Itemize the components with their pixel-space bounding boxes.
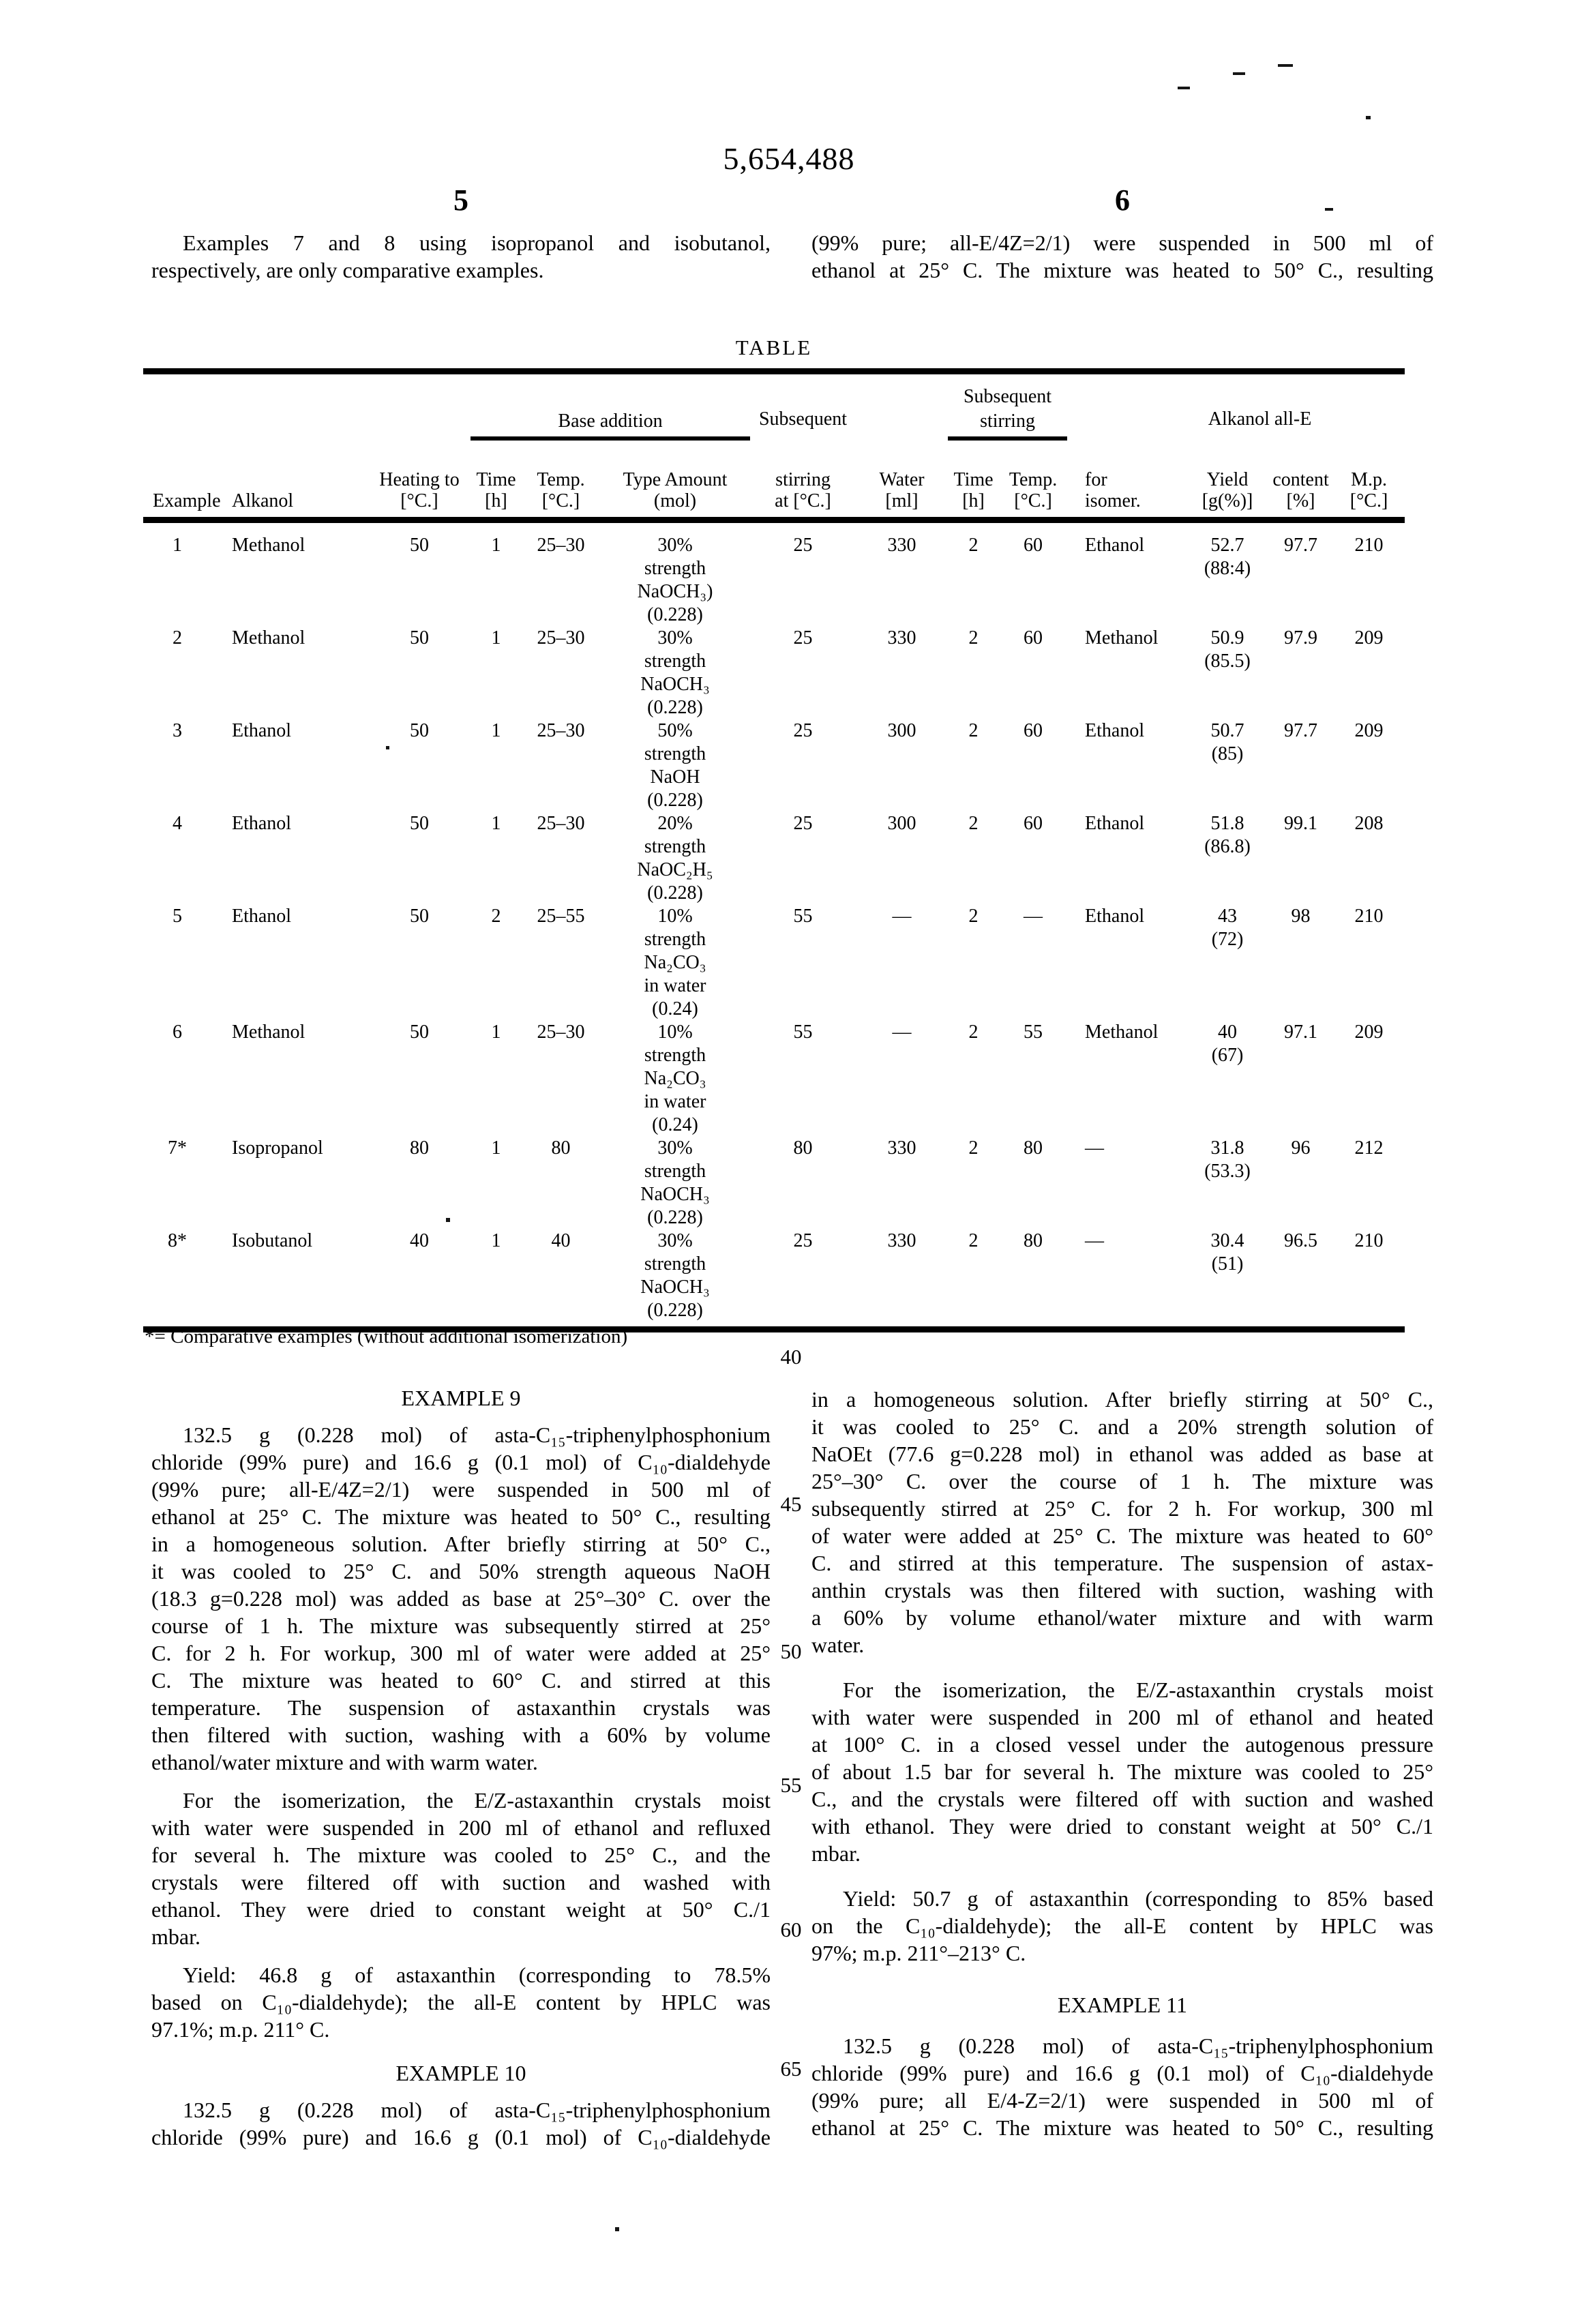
group-subsequent-stirring bbox=[948, 372, 1067, 439]
table-cell: 50 bbox=[410, 627, 429, 649]
table-cell: 1 bbox=[491, 1230, 501, 1251]
group-spacer bbox=[856, 372, 948, 439]
table-cell: 25–30 bbox=[537, 627, 585, 649]
table-cell: 209 bbox=[1354, 720, 1384, 741]
table-cell: 1 bbox=[491, 1137, 501, 1159]
table-cell: 50 bbox=[410, 906, 429, 927]
text-line: Examples 7 and 8 using isopropanol and isobutanol, bbox=[183, 230, 771, 255]
table-row bbox=[143, 1230, 1405, 1330]
text-line: ethanol at 25° C. The mixture was heated to 50° C., resulting bbox=[811, 258, 1433, 282]
table-cell: 330 bbox=[887, 1230, 916, 1251]
table-cell: Ethanol bbox=[1085, 535, 1145, 556]
group-base-addition: Base addition bbox=[471, 372, 750, 439]
example-11-paragraph bbox=[811, 2032, 1433, 2141]
table-cell: — bbox=[1024, 906, 1043, 927]
example-10-isomerization-paragraph bbox=[811, 1676, 1433, 1867]
text-line: chloride (99% pure) and 16.6 g (0.1 mol) of C₁₀-dialdehyde bbox=[811, 2061, 1433, 2085]
table-cell: 98 bbox=[1291, 906, 1311, 927]
table-cell: Methanol bbox=[232, 627, 305, 649]
table-cell: 209 bbox=[1354, 627, 1384, 649]
text-line: (18.3 g=0.228 mol) was added as base at 25°–30° C. over the bbox=[151, 1586, 771, 1611]
table-row bbox=[143, 627, 1405, 719]
table-cell: 10% strength Na₂CO₃ in water (0.24) bbox=[644, 906, 706, 1019]
scan-artifact bbox=[615, 2227, 619, 2231]
table-cell: — bbox=[1085, 1230, 1105, 1251]
column-header-cell: Type Amount (mol) bbox=[600, 438, 750, 520]
text-line: C., and the crystals were filtered off with suction and washed bbox=[811, 1787, 1433, 1811]
table-body bbox=[143, 520, 1405, 1330]
table-cell: 51.8 (86.8) bbox=[1204, 813, 1251, 857]
text-line: C. The mixture was heated to 60° C. and stirred at this bbox=[151, 1668, 771, 1693]
column-header-cell: Example bbox=[143, 438, 211, 520]
table-cell: 1 bbox=[491, 720, 501, 741]
text-line: water. bbox=[811, 1633, 865, 1657]
table-cell: Ethanol bbox=[232, 813, 292, 834]
table-cell: 50 bbox=[410, 813, 429, 834]
table-footnote: *= Comparative examples (without additional isomerization) bbox=[145, 1326, 628, 1347]
table-cell: 25–30 bbox=[537, 1022, 585, 1043]
table-cell: 330 bbox=[887, 1137, 916, 1159]
table-cell: 50 bbox=[410, 720, 429, 741]
table-cell: 1 bbox=[491, 535, 501, 556]
table-cell: 97.7 bbox=[1284, 535, 1318, 556]
table-group-header-row bbox=[143, 372, 1405, 439]
table-cell: Ethanol bbox=[1085, 906, 1145, 927]
text-line: in a homogeneous solution. After briefly stirring at 50° C., bbox=[151, 1532, 771, 1556]
table-cell: 7* bbox=[168, 1137, 187, 1159]
column-header-cell: Water [ml] bbox=[856, 438, 948, 520]
column-header-cell: stirring at [°C.] bbox=[750, 438, 856, 520]
text-line: chloride (99% pure) and 16.6 g (0.1 mol) of C₁₀-dialdehyde bbox=[151, 2125, 771, 2149]
text-line: ethanol at 25° C. The mixture was heated to 50° C., resulting bbox=[151, 1504, 771, 1529]
table-cell: 50.7 (85) bbox=[1210, 720, 1244, 764]
text-line: with water were suspended in 200 ml of ethanol and refluxed bbox=[151, 1815, 771, 1840]
table-cell: 60 bbox=[1024, 720, 1043, 741]
text-line: with ethanol. They were dried to constant weight at 50° C./1 bbox=[811, 1814, 1433, 1838]
table-cell: Methanol bbox=[232, 1022, 305, 1043]
table-cell: 99.1 bbox=[1284, 813, 1318, 834]
column-header-cell: Yield [g(%)] bbox=[1186, 438, 1268, 520]
column-header-cell: for isomer. bbox=[1067, 438, 1186, 520]
table-cell: 50 bbox=[410, 535, 429, 556]
table-cell: 330 bbox=[887, 535, 916, 556]
table-cell: 40 bbox=[410, 1230, 429, 1251]
table-cell: 80 bbox=[410, 1137, 429, 1159]
table-row bbox=[143, 812, 1405, 905]
text-line: crystals were filtered off with suction and washed with bbox=[151, 1870, 771, 1894]
table-title: TABLE bbox=[735, 336, 813, 359]
table-cell: Methanol bbox=[232, 535, 305, 556]
table-cell: 5 bbox=[173, 906, 182, 927]
table-cell: 8* bbox=[168, 1230, 187, 1251]
table-cell: 80 bbox=[1024, 1137, 1043, 1159]
table-cell: 25–30 bbox=[537, 720, 585, 741]
table-cell: 43 (72) bbox=[1211, 906, 1244, 950]
table-cell: Ethanol bbox=[232, 906, 292, 927]
table-row bbox=[143, 719, 1405, 812]
text-line: for several h. The mixture was cooled to 25° C., and the bbox=[151, 1843, 771, 1867]
text-line: 97%; m.p. 211°–213° C. bbox=[811, 1941, 1026, 1965]
table-cell: 30% strength NaOCH₃ (0.228) bbox=[640, 627, 710, 718]
table-cell: 210 bbox=[1354, 906, 1384, 927]
table-cell: 25 bbox=[793, 535, 813, 556]
table-cell: 2 bbox=[173, 627, 182, 649]
text-line: mbar. bbox=[151, 1924, 200, 1949]
margin-line-number-60: 60 bbox=[780, 1918, 802, 1941]
table-cell: 55 bbox=[793, 1022, 813, 1043]
table-cell: Isobutanol bbox=[232, 1230, 313, 1251]
column-header-cell: Time [h] bbox=[948, 438, 999, 520]
example-9-heading: EXAMPLE 9 bbox=[401, 1386, 521, 1410]
table-cell: Methanol bbox=[1085, 627, 1159, 649]
table-cell: 40 bbox=[551, 1230, 571, 1251]
scan-artifact bbox=[1366, 116, 1371, 119]
table-cell: 50.9 (85.5) bbox=[1204, 627, 1251, 672]
intro-paragraph-left bbox=[151, 229, 771, 284]
table-cell: 30.4 (51) bbox=[1210, 1230, 1244, 1275]
table-cell: 25–30 bbox=[537, 813, 585, 834]
table-cell: 1 bbox=[173, 535, 182, 556]
margin-line-number-55: 55 bbox=[780, 1773, 802, 1797]
margin-line-number-50: 50 bbox=[780, 1639, 802, 1663]
table-cell: 2 bbox=[968, 535, 979, 556]
example-9-yield-paragraph bbox=[151, 1961, 771, 2043]
example-10-heading: EXAMPLE 10 bbox=[395, 2061, 526, 2085]
results-table bbox=[143, 368, 1405, 1332]
column-header-cell: Temp. [°C.] bbox=[522, 438, 600, 520]
text-line: C. for 2 h. For workup, 300 ml of water were added at 25° bbox=[151, 1641, 771, 1665]
right-column bbox=[811, 1386, 1433, 2141]
column-header-cell: content [%] bbox=[1268, 438, 1333, 520]
column-header-cell: Time [h] bbox=[471, 438, 522, 520]
table-cell: 1 bbox=[491, 627, 501, 649]
text-line: at 100° C. in a closed vessel under the autogenous pressure bbox=[811, 1732, 1433, 1757]
table-cell: 2 bbox=[968, 1022, 979, 1043]
table-cell: — bbox=[1085, 1137, 1105, 1159]
scan-artifact bbox=[1278, 64, 1293, 67]
table-cell: 210 bbox=[1354, 535, 1384, 556]
text-line: Yield: 50.7 g of astaxanthin (corresponding to 85% based bbox=[843, 1886, 1433, 1911]
table-cell: 60 bbox=[1024, 813, 1043, 834]
table-cell: 50% strength NaOH (0.228) bbox=[644, 720, 706, 811]
text-line: C. and stirred at this temperature. The suspension of astax- bbox=[811, 1551, 1433, 1575]
table-cell: 55 bbox=[1024, 1022, 1043, 1043]
table-cell: 96 bbox=[1291, 1137, 1311, 1159]
column-header-cell: M.p. [°C.] bbox=[1333, 438, 1405, 520]
table-cell: 20% strength NaOC₂H₅ (0.228) bbox=[637, 813, 713, 904]
table-cell: 208 bbox=[1354, 813, 1384, 834]
table-cell: 55 bbox=[793, 906, 813, 927]
table-cell: 1 bbox=[491, 813, 501, 834]
table-cell: 10% strength Na₂CO₃ in water (0.24) bbox=[644, 1022, 706, 1135]
table-cell: 212 bbox=[1354, 1137, 1384, 1159]
text-line: mbar. bbox=[811, 1841, 861, 1866]
text-line: based on C₁₀-dialdehyde); the all-E content by HPLC was bbox=[151, 1990, 771, 2014]
text-line: 132.5 g (0.228 mol) of asta-C₁₅-triphenylphosphonium bbox=[843, 2034, 1433, 2058]
table-row bbox=[143, 905, 1405, 1021]
scan-artifact bbox=[1178, 87, 1190, 89]
table-cell: 80 bbox=[551, 1137, 571, 1159]
table-cell: 80 bbox=[1024, 1230, 1043, 1251]
table-row bbox=[143, 520, 1405, 627]
table-cell: 2 bbox=[968, 813, 979, 834]
table-cell: 60 bbox=[1024, 535, 1043, 556]
table-cell: 96.5 bbox=[1284, 1230, 1318, 1251]
table-cell: 50 bbox=[410, 1022, 429, 1043]
table-cell: 300 bbox=[887, 813, 916, 834]
text-line: of about 1.5 bar for several h. The mixture was cooled to 25° bbox=[811, 1759, 1433, 1784]
page-column-number-left: 5 bbox=[453, 183, 468, 217]
example-10-yield-paragraph bbox=[811, 1885, 1433, 1967]
table-cell: — bbox=[892, 906, 912, 927]
table-cell: 25 bbox=[793, 813, 813, 834]
text-line: 132.5 g (0.228 mol) of asta-C₁₅-triphenylphosphonium bbox=[183, 1422, 771, 1447]
table-cell: 25–30 bbox=[537, 535, 585, 556]
column-header-cell: Alkanol bbox=[211, 438, 368, 520]
table-cell: 25 bbox=[793, 1230, 813, 1251]
table-cell: 330 bbox=[887, 627, 916, 649]
text-line: anthin crystals was then filtered with suction, washing with bbox=[811, 1578, 1433, 1603]
table-cell: 52.7 (88:4) bbox=[1204, 535, 1251, 579]
table-row bbox=[143, 1021, 1405, 1137]
table-cell: 2 bbox=[968, 1137, 979, 1159]
text-line: ethanol at 25° C. The mixture was heated to 50° C., resulting bbox=[811, 2115, 1433, 2140]
table-cell: 60 bbox=[1024, 627, 1043, 649]
text-line: (99% pure; all-E/4Z=2/1) were suspended in 500 ml of bbox=[811, 230, 1433, 255]
text-line: For the isomerization, the E/Z-astaxanthin crystals moist bbox=[183, 1788, 771, 1813]
table-cell: 25–55 bbox=[537, 906, 585, 927]
table-cell: 3 bbox=[173, 720, 182, 741]
table-cell: 1 bbox=[491, 1022, 501, 1043]
text-line: (99% pure; all E/4-Z=2/1) were suspended in 500 ml of bbox=[811, 2088, 1433, 2113]
text-line: NaOEt (77.6 g=0.228 mol) in ethanol was added as base at bbox=[811, 1442, 1433, 1466]
table-cell: 209 bbox=[1354, 1022, 1384, 1043]
example-9-paragraph-2 bbox=[151, 1787, 771, 1950]
text-line: with water were suspended in 200 ml of ethanol and heated bbox=[811, 1705, 1433, 1729]
text-line: ethanol. They were dried to constant weight at 50° C./1 bbox=[151, 1897, 771, 1922]
text-line: (99% pure; all-E/4Z=2/1) were suspended in 500 ml of bbox=[151, 1477, 771, 1502]
group-alkanol-all-e: Alkanol all-E bbox=[1208, 408, 1312, 430]
patent-number: 5,654,488 bbox=[723, 141, 855, 176]
table-cell: 31.8 (53.3) bbox=[1204, 1137, 1251, 1182]
text-line: of water were added at 25° C. The mixture was heated to 60° bbox=[811, 1523, 1433, 1548]
table-cell: 30% strength NaOCH₃ (0.228) bbox=[640, 1137, 710, 1228]
table-cell: — bbox=[892, 1022, 912, 1043]
example-10-paragraph bbox=[151, 2096, 771, 2151]
table-cell: Ethanol bbox=[232, 720, 292, 741]
table-cell: 2 bbox=[968, 720, 979, 741]
text-line: subsequently stirred at 25° C. for 2 h. For workup, 300 ml bbox=[811, 1496, 1433, 1521]
group-subsequent: Subsequent bbox=[758, 408, 848, 430]
table-cell: 300 bbox=[887, 720, 916, 741]
table-cell: 80 bbox=[793, 1137, 813, 1159]
intro-paragraph-right bbox=[811, 229, 1433, 284]
table-cell: 97.7 bbox=[1284, 720, 1318, 741]
table-cell: 210 bbox=[1354, 1230, 1384, 1251]
table-cell: 40 (67) bbox=[1211, 1022, 1244, 1066]
text-line: Subsequent bbox=[963, 386, 1052, 407]
text-line: ethanol/water mixture and with warm water. bbox=[151, 1750, 538, 1774]
table-cell: 25 bbox=[793, 627, 813, 649]
group-spacer bbox=[1333, 372, 1405, 439]
page-column-number-right: 6 bbox=[1115, 183, 1130, 217]
text-line: stirring bbox=[980, 411, 1035, 432]
left-column bbox=[151, 1384, 771, 2151]
table-cell: 2 bbox=[968, 906, 979, 927]
table-column-header-row bbox=[143, 438, 1405, 520]
margin-line-number-65: 65 bbox=[780, 2057, 802, 2081]
table-cell: 25 bbox=[793, 720, 813, 741]
example-11-heading: EXAMPLE 11 bbox=[1058, 1993, 1187, 2017]
scan-artifact bbox=[1325, 208, 1333, 211]
text-line: For the isomerization, the E/Z-astaxanthin crystals moist bbox=[843, 1678, 1433, 1702]
table-cell: 6 bbox=[173, 1022, 182, 1043]
text-line: Yield: 46.8 g of astaxanthin (corresponding to 78.5% bbox=[183, 1963, 771, 1987]
table-cell: 2 bbox=[968, 627, 979, 649]
text-line: it was cooled to 25° C. and a 20% strength solution of bbox=[811, 1414, 1433, 1439]
table-cell: 30% strength NaOCH₃) (0.228) bbox=[637, 535, 713, 625]
table-cell: 2 bbox=[491, 906, 501, 927]
column-header-cell: Temp. [°C.] bbox=[999, 438, 1067, 520]
table-cell: Isopropanol bbox=[232, 1137, 323, 1159]
table-cell: 2 bbox=[968, 1230, 979, 1251]
text-line: respectively, are only comparative examples. bbox=[151, 258, 544, 282]
table-row bbox=[143, 1137, 1405, 1230]
group-spacer bbox=[1067, 372, 1186, 439]
table-cell: 30% strength NaOCH₃ (0.228) bbox=[640, 1230, 710, 1321]
text-line: chloride (99% pure) and 16.6 g (0.1 mol) of C₁₀-dialdehyde bbox=[151, 1450, 771, 1474]
text-line: 25°–30° C. over the course of 1 h. The mixture was bbox=[811, 1469, 1433, 1493]
table-cell: Ethanol bbox=[1085, 813, 1145, 834]
example-10-continuation-paragraph bbox=[811, 1386, 1433, 1658]
scan-artifact bbox=[1233, 72, 1245, 75]
text-line: a 60% by volume ethanol/water mixture and with warm bbox=[811, 1605, 1433, 1630]
text-line: temperature. The suspension of astaxanthin crystals was bbox=[151, 1695, 771, 1720]
table-cell: Ethanol bbox=[1085, 720, 1145, 741]
column-header-cell: Heating to [°C.] bbox=[368, 438, 471, 520]
text-line: 97.1%; m.p. 211° C. bbox=[151, 2017, 330, 2042]
table-cell: 97.1 bbox=[1284, 1022, 1318, 1043]
margin-line-number-40: 40 bbox=[780, 1345, 802, 1369]
group-spacer bbox=[143, 372, 471, 439]
margin-line-number-45: 45 bbox=[780, 1492, 802, 1516]
table-cell: 97.9 bbox=[1284, 627, 1318, 649]
text-line: course of 1 h. The mixture was subsequently stirred at 25° bbox=[151, 1613, 771, 1638]
text-line: 132.5 g (0.228 mol) of asta-C₁₅-triphenylphosphonium bbox=[183, 2098, 771, 2122]
text-line: then filtered with suction, washing with a 60% by volume bbox=[151, 1723, 771, 1747]
table-cell: Methanol bbox=[1085, 1022, 1159, 1043]
example-9-paragraph-1 bbox=[151, 1421, 771, 1776]
text-line: it was cooled to 25° C. and 50% strength aqueous NaOH bbox=[151, 1559, 771, 1583]
text-line: in a homogeneous solution. After briefly stirring at 50° C., bbox=[811, 1387, 1433, 1412]
text-line: on the C₁₀-dialdehyde); the all-E content by HPLC was bbox=[811, 1913, 1433, 1938]
table-cell: 4 bbox=[173, 813, 182, 834]
